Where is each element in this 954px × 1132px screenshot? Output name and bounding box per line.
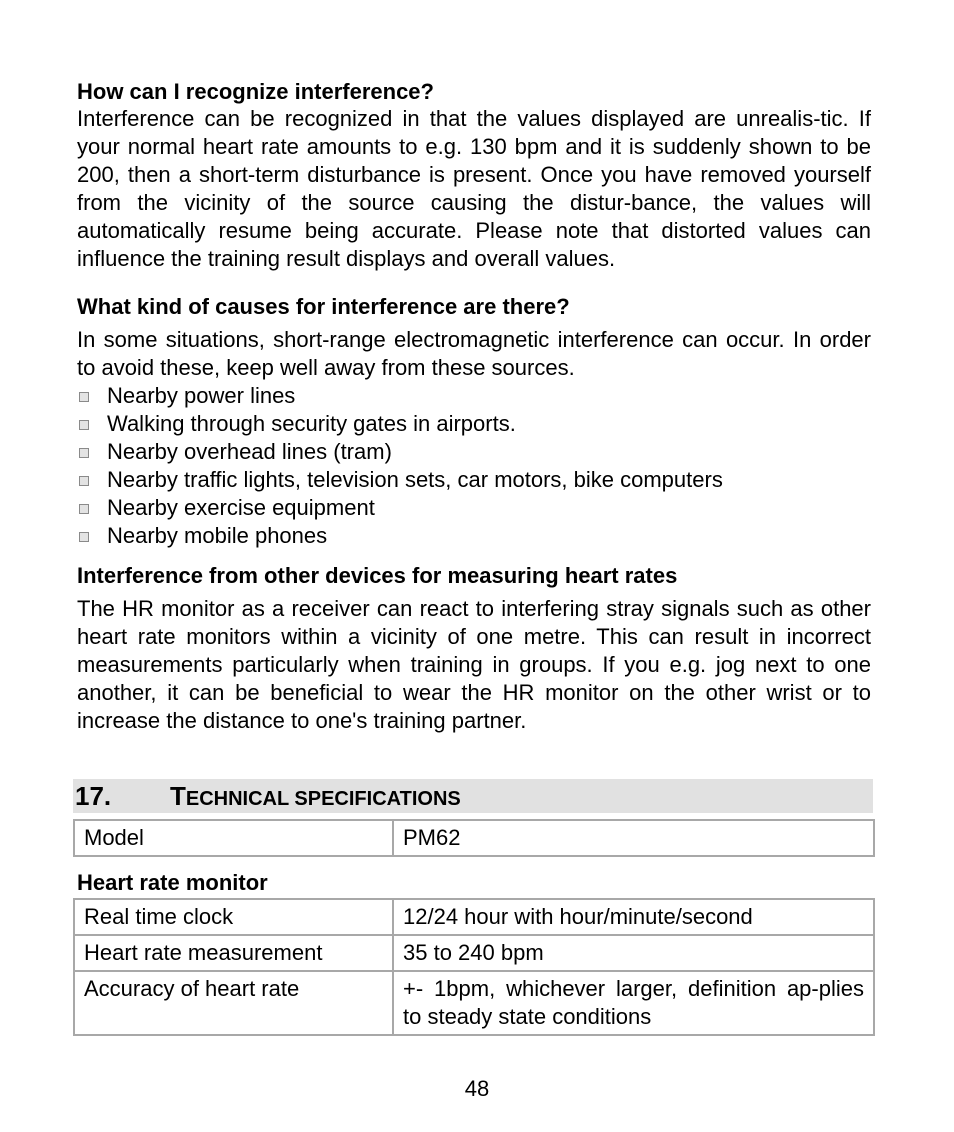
spec-value-cell: PM62 — [393, 820, 874, 856]
list-item — [77, 522, 871, 550]
section-body: The HR monitor as a receiver can react to interfering stray signals such as other heart rate monitors within a vicinity of one metre. This can result in incorrect measurements particularly when training in groups. If you e.g. jog next to one another, it can be beneficial to wear the HR monitor on the other wrist or to increase the distance to one's training partner. — [77, 596, 871, 733]
square-bullet-icon — [79, 476, 89, 486]
section-heading: How can I recognize interference? — [77, 79, 434, 104]
section-heading: Interference from other devices for measuring heart rates — [77, 563, 678, 588]
spec-label-cell: Real time clock — [74, 899, 393, 935]
heart-rate-monitor-heading: Heart rate monitor — [77, 870, 268, 895]
chapter-title-initial: T — [170, 780, 186, 811]
spec-label-cell: Heart rate measurement — [74, 935, 393, 971]
square-bullet-icon — [79, 532, 89, 542]
list-item-text: Nearby power lines — [107, 383, 296, 408]
chapter-title-rest: ECHNICAL SPECIFICATIONS — [185, 787, 461, 810]
spec-value-cell: +- 1bpm, whichever larger, definition ap-plies to steady state conditions — [393, 971, 874, 1035]
section-body: Interference can be recognized in that the values displayed are unrealis-tic. If your normal heart rate amounts to e.g. 130 bpm and it is suddenly shown to be 200, then a short-term disturbance is present. Once you have removed yourself from the vicinity of the source causing the distur-bance, the values will automatically resume being accurate. Please note that distorted values can influence the training result displays and overall values. — [77, 106, 871, 271]
chapter-heading-technical-specifications — [73, 779, 873, 813]
chapter-number: 17. — [75, 780, 112, 811]
square-bullet-icon — [79, 448, 89, 458]
section-intro: In some situations, short-range electromagnetic interference can occur. In order to avoid these, keep well away from these sources. — [77, 327, 871, 380]
list-item — [77, 438, 871, 466]
list-item — [77, 382, 871, 410]
manual-page — [77, 78, 871, 1036]
list-item-text: Nearby overhead lines (tram) — [107, 439, 392, 464]
spec-value-cell: 35 to 240 bpm — [393, 935, 874, 971]
square-bullet-icon — [79, 504, 89, 514]
page-number: 48 — [464, 1076, 490, 1101]
section-heading: What kind of causes for interference are there? — [77, 294, 570, 319]
table-row — [74, 971, 874, 1035]
table-row — [74, 899, 874, 935]
square-bullet-icon — [79, 420, 89, 430]
spec-label-cell: Model — [74, 820, 393, 856]
section-recognize-interference — [77, 78, 871, 273]
square-bullet-icon — [79, 392, 89, 402]
table-row — [74, 935, 874, 971]
list-item — [77, 466, 871, 494]
list-item-text: Nearby traffic lights, television sets, car motors, bike computers — [107, 467, 723, 492]
chapter-title — [170, 781, 461, 812]
spec-label-cell: Accuracy of heart rate — [74, 971, 393, 1035]
list-item-text: Nearby exercise equipment — [107, 495, 375, 520]
spec-value-cell: 12/24 hour with hour/minute/second — [393, 899, 874, 935]
model-table — [73, 819, 875, 857]
causes-list — [77, 382, 871, 550]
list-item — [77, 410, 871, 438]
section-other-devices — [77, 562, 871, 735]
list-item-text: Walking through security gates in airports. — [107, 411, 516, 436]
heart-rate-monitor-table — [73, 898, 875, 1036]
list-item — [77, 494, 871, 522]
section-causes-interference — [77, 293, 871, 550]
list-item-text: Nearby mobile phones — [107, 523, 328, 548]
table-row — [74, 820, 874, 856]
